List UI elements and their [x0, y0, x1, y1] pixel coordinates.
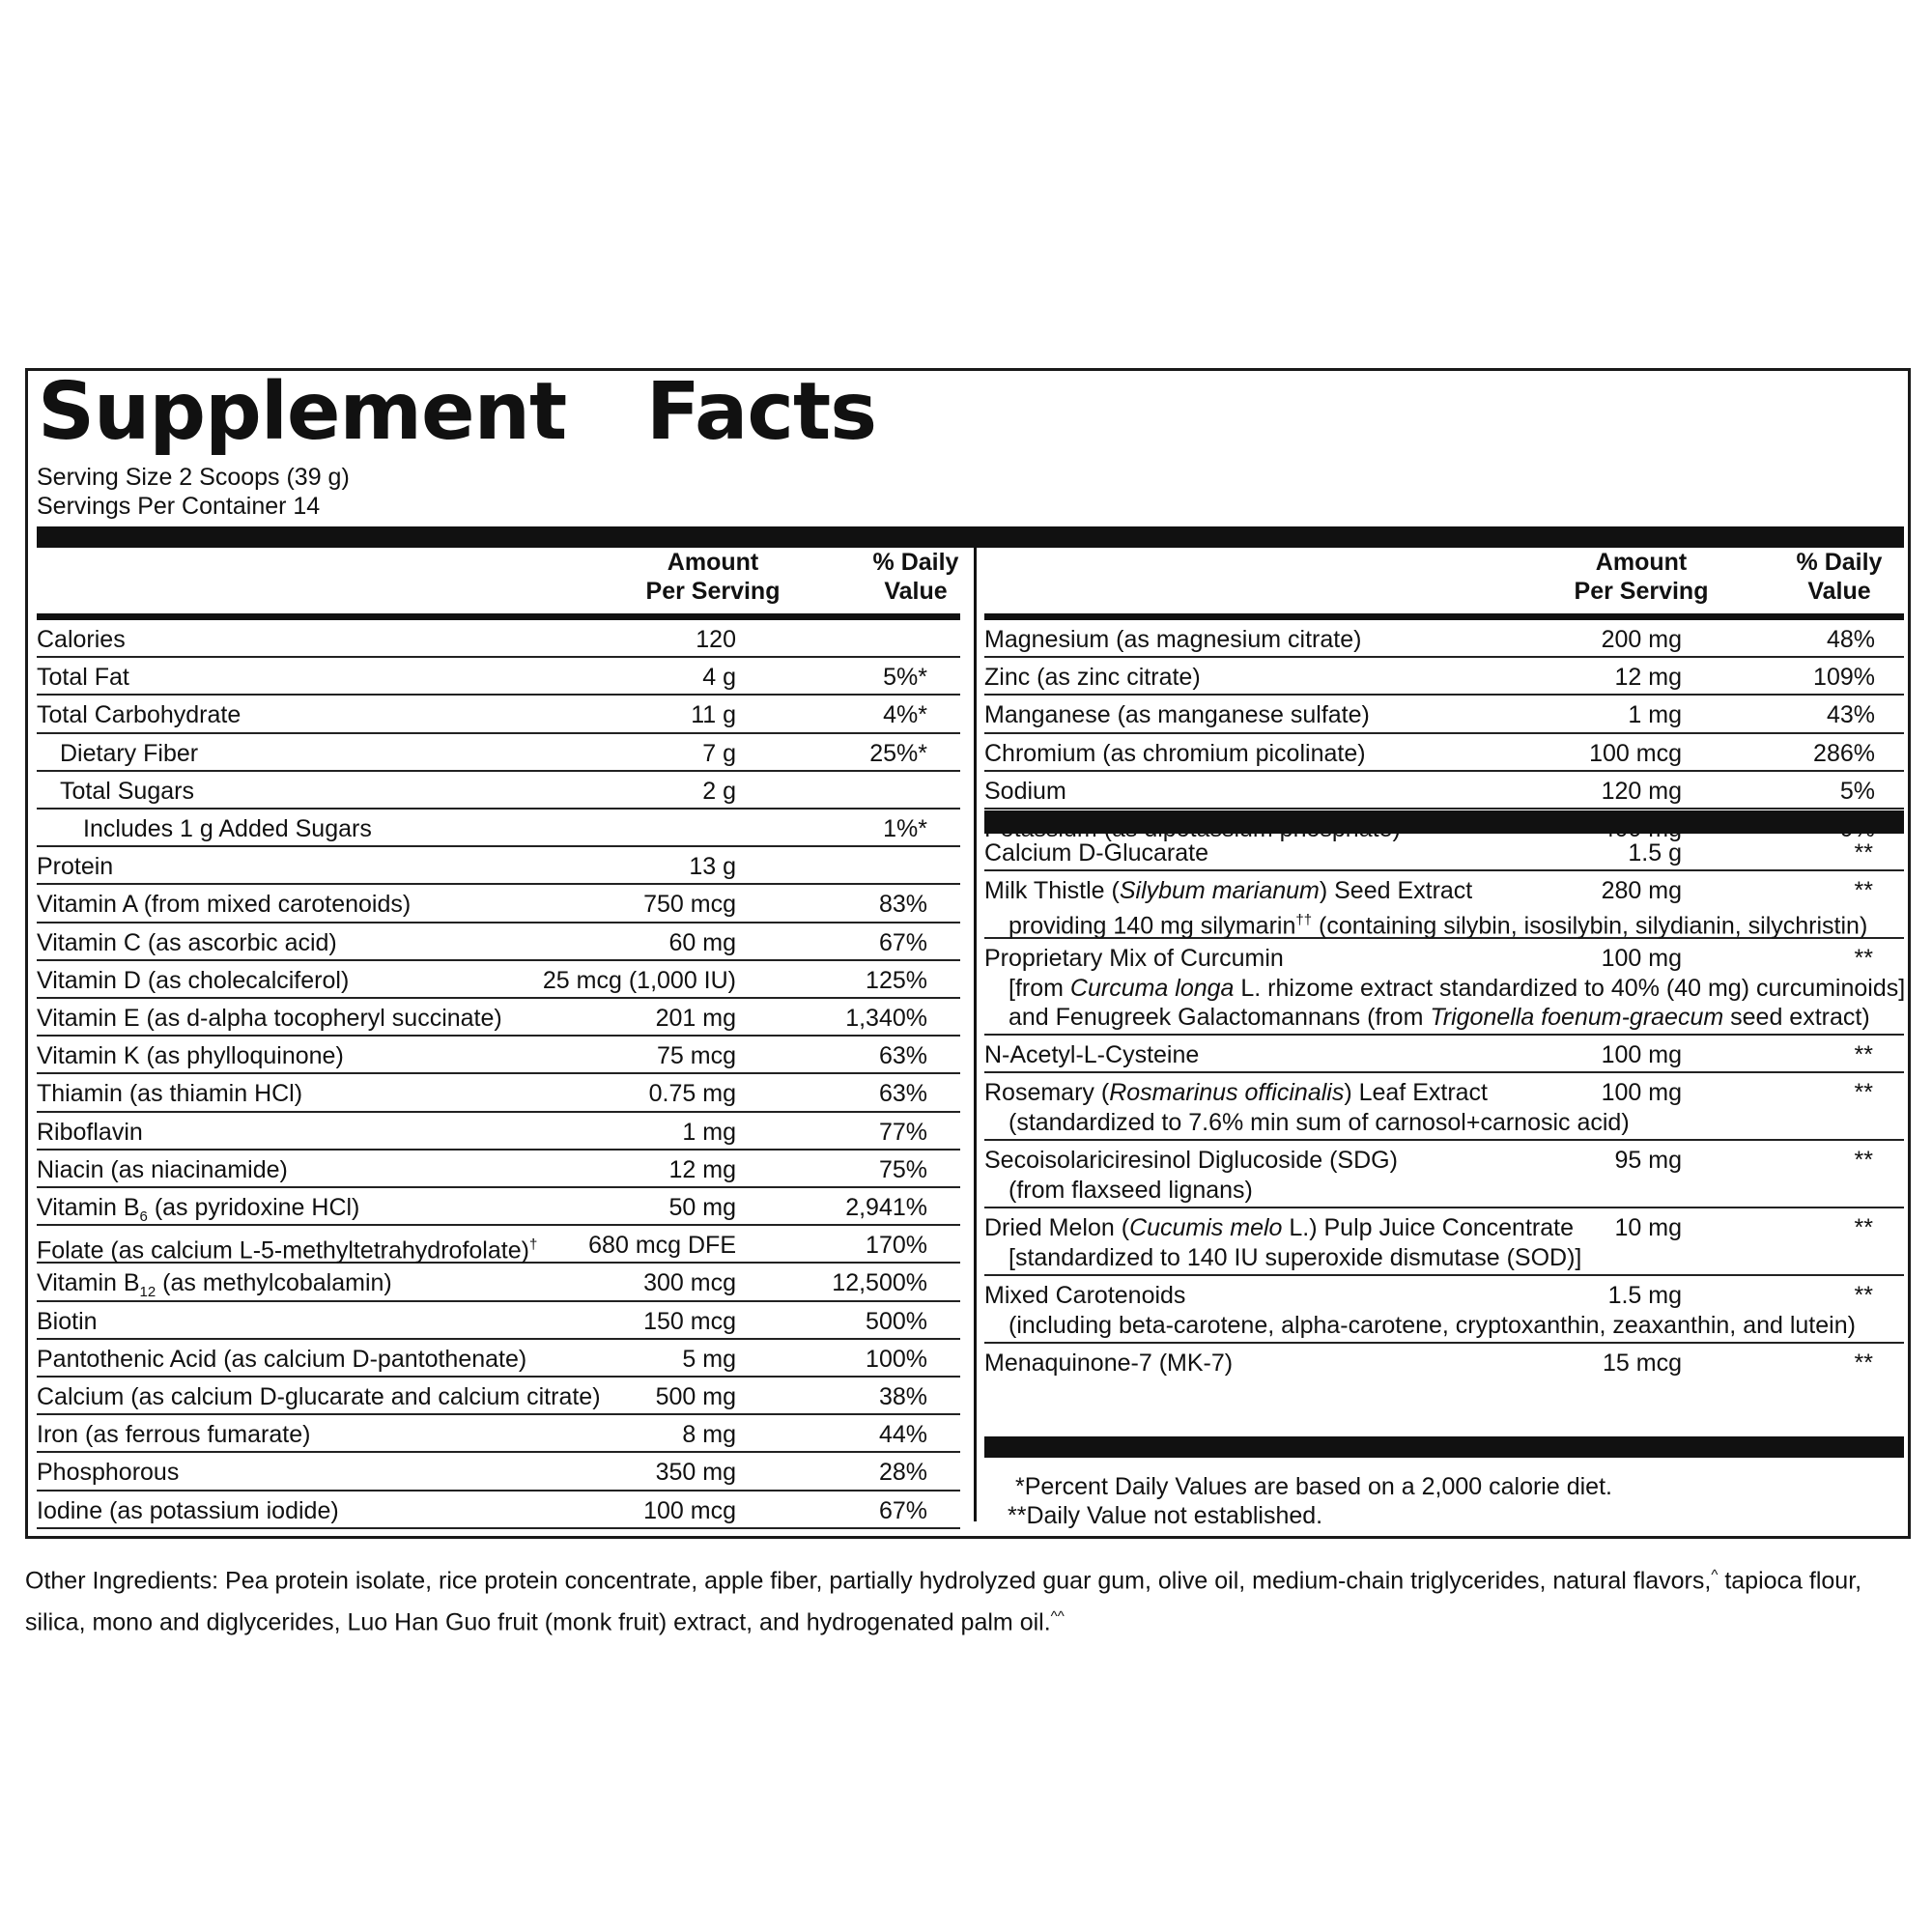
ingredient-name: N-Acetyl-L-Cysteine	[984, 1041, 1200, 1068]
daily-value: 67%	[878, 1496, 927, 1524]
daily-value: 25%*	[869, 739, 927, 767]
detail-part: L. rhizome extract standardized to 40% (40 mg) curcuminoids]	[1234, 975, 1906, 1002]
table-row	[37, 810, 960, 847]
daily-value: 38%	[878, 1383, 927, 1410]
daily-value: 4%*	[883, 701, 927, 729]
nutrient-name: Vitamin C (as ascorbic acid)	[37, 928, 337, 956]
amount-per-serving: 100 mcg	[1589, 739, 1682, 767]
name-part: (as methylcobalamin)	[156, 1269, 392, 1297]
nutrient-name: Manganese (as manganese sulfate)	[984, 701, 1370, 729]
table-row	[984, 1036, 1904, 1073]
ingredient-name	[984, 1213, 1574, 1242]
table-row	[984, 871, 1904, 939]
daily-value: 75%	[878, 1155, 927, 1183]
detail-latin: Trigonella foenum-graecum	[1430, 1004, 1724, 1031]
table-row	[984, 1073, 1904, 1141]
nutrient-name	[37, 1231, 537, 1264]
daily-value: **	[1854, 839, 1873, 867]
detail-part: [from	[1009, 975, 1070, 1002]
nutrient-name: Iodine (as potassium iodide)	[37, 1496, 339, 1524]
serving-info	[37, 463, 350, 521]
daily-value: 100%	[866, 1345, 927, 1373]
amount-per-serving: 5 mg	[682, 1345, 736, 1373]
nutrient-name: Calories	[37, 626, 126, 653]
daily-value: 109%	[1813, 664, 1875, 692]
amount-per-serving: 11 g	[691, 701, 736, 729]
name-part: L.) Pulp Juice Concentrate	[1282, 1214, 1574, 1241]
table-row	[984, 658, 1904, 696]
amount-per-serving: 350 mg	[655, 1459, 736, 1487]
amount-per-serving: 13 g	[689, 853, 736, 881]
detail-superscript: ††	[1295, 912, 1313, 928]
amount-per-serving: 680 mcg DFE	[588, 1232, 736, 1260]
nutrient-name: Total Fat	[37, 664, 129, 692]
left-header-rule	[37, 613, 960, 620]
table-row	[37, 1151, 960, 1188]
left-column	[37, 548, 960, 1542]
daily-value: 1,340%	[845, 1005, 927, 1032]
amount-per-serving: 100 mg	[1601, 1079, 1682, 1106]
table-row	[37, 1453, 960, 1491]
table-row	[37, 658, 960, 696]
nutrient-name: Phosphorous	[37, 1459, 180, 1487]
nutrient-name: Pantothenic Acid (as calcium D-pantothenate)	[37, 1345, 527, 1373]
amount-per-serving: 60 mg	[668, 928, 736, 956]
nutrient-name: Magnesium (as magnesium citrate)	[984, 626, 1362, 653]
table-row	[984, 1141, 1904, 1208]
daily-value: **	[1854, 1041, 1873, 1068]
name-part: Dried Melon (	[984, 1214, 1130, 1241]
table-row	[37, 885, 960, 923]
name-latin: Silybum marianum	[1119, 877, 1320, 904]
amount-per-serving: 120 mg	[1601, 777, 1682, 805]
nutrient-name: Sodium	[984, 777, 1066, 805]
daily-value: **	[1854, 1214, 1873, 1241]
daily-value: **	[1854, 1147, 1873, 1174]
table-row	[37, 696, 960, 733]
nutrient-name: Thiamin (as thiamin HCl)	[37, 1080, 303, 1108]
table-row	[37, 847, 960, 885]
amount-per-serving: 12 mg	[668, 1155, 736, 1183]
daily-value: 2,941%	[845, 1194, 927, 1221]
daily-value: 77%	[878, 1118, 927, 1146]
amount-per-serving: 1 mg	[682, 1118, 736, 1146]
name-subscript: 6	[139, 1208, 148, 1225]
other-ingredients: Other Ingredients: Pea protein isolate, rice protein concentrate, apple fiber, partially hydrolyzed guar gum, olive oil, medium-chain triglycerides, natural flavors,^ tapioca flour, silica, mono and diglycerides, Luo Han Guo fruit (monk fruit) extract, and hydrogenated palm oil.^^	[25, 1567, 1862, 1636]
ingredient-name: Calcium D-Glucarate	[984, 839, 1209, 867]
servings-per-container: Servings Per Container 14	[37, 493, 321, 520]
ingredient-name: Menaquinone-7 (MK-7)	[984, 1350, 1234, 1377]
table-row	[37, 1188, 960, 1226]
title-word-1: Supplement	[38, 366, 567, 458]
amount-per-serving: 15 mcg	[1603, 1350, 1682, 1377]
name-part: ) Seed Extract	[1319, 877, 1473, 904]
amount-per-serving: 2 g	[702, 777, 736, 805]
ingredient-detail	[1009, 906, 1867, 940]
detail-part: seed extract)	[1723, 1004, 1870, 1031]
nutrient-name: Dietary Fiber	[60, 739, 199, 767]
column-divider	[974, 526, 977, 1521]
ingredient-name	[984, 876, 1472, 905]
amount-per-serving: 7 g	[702, 739, 736, 767]
table-row	[37, 1378, 960, 1415]
amount-per-serving: 100 mg	[1601, 1041, 1682, 1068]
amount-per-serving: 200 mg	[1601, 626, 1682, 653]
daily-value: 5%	[1839, 777, 1875, 805]
right-column	[984, 548, 1904, 1542]
daily-value: 67%	[878, 928, 927, 956]
daily-value: 12,500%	[832, 1269, 927, 1297]
amount-per-serving: 500 mg	[655, 1383, 736, 1410]
daily-value: 28%	[878, 1459, 927, 1487]
daily-value: **	[1854, 1350, 1873, 1377]
footnote-dv-not-established: **Daily Value not established.	[1008, 1502, 1323, 1529]
nutrient-name: Protein	[37, 853, 114, 881]
nutrient-name: Total Carbohydrate	[37, 701, 242, 729]
daily-value: 44%	[878, 1421, 927, 1449]
table-row	[984, 939, 1904, 1036]
left-dv-header: % Daily Value	[872, 549, 959, 605]
name-latin: Cucumis melo	[1129, 1214, 1283, 1241]
name-part: Folate (as calcium L-5-methyltetrahydrofolate)	[37, 1236, 529, 1264]
amount-per-serving: 4 g	[702, 664, 736, 692]
nutrient-name: Niacin (as niacinamide)	[37, 1155, 288, 1183]
nutrient-name: Vitamin A (from mixed carotenoids)	[37, 891, 412, 919]
detail-part: providing 140 mg silymarin	[1009, 912, 1296, 940]
amount-per-serving: 0.75 mg	[648, 1080, 736, 1108]
ingredient-detail	[1009, 974, 1905, 1003]
left-amount-header: Amount Per Serving	[645, 549, 781, 605]
nutrient-name: Calcium (as calcium D-glucarate and calcium citrate)	[37, 1383, 601, 1410]
title-word-2: Facts	[645, 366, 877, 458]
ingredient-detail	[1009, 1003, 1870, 1032]
name-part: Vitamin B	[37, 1269, 140, 1297]
table-row	[984, 1344, 1904, 1388]
serving-size: Serving Size 2 Scoops (39 g)	[37, 464, 350, 491]
table-row	[37, 1113, 960, 1151]
amount-per-serving: 1.5 mg	[1607, 1282, 1682, 1309]
daily-value: 1%*	[883, 815, 927, 842]
ingredient-name: Secoisolariciresinol Diglucoside (SDG)	[984, 1147, 1398, 1174]
amount-per-serving: 300 mcg	[643, 1269, 736, 1297]
amount-per-serving: 1.5 g	[1628, 839, 1682, 867]
name-superscript: †	[528, 1236, 538, 1254]
table-row	[984, 734, 1904, 772]
nutrient-name: Vitamin D (as cholecalciferol)	[37, 966, 350, 994]
nutrient-name: Includes 1 g Added Sugars	[83, 815, 372, 842]
amount-per-serving: 280 mg	[1601, 877, 1682, 904]
daily-value: 170%	[866, 1232, 927, 1260]
table-row	[37, 961, 960, 999]
detail-part: (containing silybin, isosilybin, silydianin, silychristin)	[1312, 912, 1868, 940]
table-row	[37, 734, 960, 772]
amount-per-serving: 10 mg	[1614, 1214, 1682, 1241]
name-latin: Rosmarinus officinalis	[1109, 1079, 1345, 1106]
name-subscript: 12	[139, 1284, 156, 1301]
amount-per-serving: 201 mg	[655, 1005, 736, 1032]
table-row	[37, 620, 960, 658]
daily-value: 83%	[878, 891, 927, 919]
ingredient-name: Mixed Carotenoids	[984, 1282, 1186, 1309]
amount-per-serving: 25 mcg (1,000 IU)	[542, 966, 736, 994]
table-row	[37, 923, 960, 961]
right-middle-bar	[984, 810, 1904, 834]
footnote-percent-dv: *Percent Daily Values are based on a 2,000 calorie diet.	[1015, 1473, 1612, 1500]
ingredient-name	[984, 1078, 1488, 1107]
nutrient-name: Total Sugars	[60, 777, 194, 805]
amount-per-serving: 95 mg	[1614, 1147, 1682, 1174]
amount-per-serving: 8 mg	[682, 1421, 736, 1449]
amount-per-serving: 150 mcg	[643, 1307, 736, 1335]
table-row	[37, 999, 960, 1037]
ingredient-name: Proprietary Mix of Curcumin	[984, 945, 1284, 972]
nutrient-name: Zinc (as zinc citrate)	[984, 664, 1201, 692]
table-row	[984, 1276, 1904, 1344]
ingredient-detail: (including beta-carotene, alpha-carotene, cryptoxanthin, zeaxanthin, and lutein)	[1009, 1312, 1856, 1339]
supplement-facts-panel	[25, 368, 1911, 1539]
nutrient-name: Vitamin K (as phylloquinone)	[37, 1042, 344, 1070]
footnotes	[1008, 1472, 1612, 1530]
amount-per-serving: 50 mg	[668, 1194, 736, 1221]
daily-value: 63%	[878, 1042, 927, 1070]
nutrient-name: Biotin	[37, 1307, 98, 1335]
name-part: Rosemary (	[984, 1079, 1110, 1106]
nutrient-name: Riboflavin	[37, 1118, 143, 1146]
name-part: (as pyridoxine HCl)	[147, 1194, 360, 1221]
right-dv-header: % Daily Value	[1796, 549, 1883, 605]
daily-value: 43%	[1826, 701, 1875, 729]
amount-per-serving: 75 mcg	[657, 1042, 736, 1070]
right-bottom-bar	[984, 1436, 1904, 1458]
ingredient-detail: [standardized to 140 IU superoxide dismutase (SOD)]	[1009, 1244, 1582, 1271]
table-row	[37, 1037, 960, 1074]
table-row	[37, 1302, 960, 1340]
table-row	[984, 772, 1904, 810]
daily-value: **	[1854, 1079, 1873, 1106]
top-thick-bar	[37, 526, 1904, 548]
table-row	[37, 1074, 960, 1112]
daily-value: 5%*	[883, 664, 927, 692]
table-row	[37, 1492, 960, 1529]
detail-latin: Curcuma longa	[1069, 975, 1235, 1002]
right-amount-header: Amount Per Serving	[1574, 549, 1709, 605]
nutrient-name: Chromium (as chromium picolinate)	[984, 739, 1366, 767]
table-row	[984, 620, 1904, 658]
ingredient-detail: (from flaxseed lignans)	[1009, 1177, 1253, 1204]
table-row	[37, 772, 960, 810]
daily-value: 48%	[1826, 626, 1875, 653]
name-part: ) Leaf Extract	[1344, 1079, 1488, 1106]
amount-per-serving: 1 mg	[1628, 701, 1682, 729]
daily-value: 286%	[1813, 739, 1875, 767]
amount-per-serving: 100 mcg	[643, 1496, 736, 1524]
nutrient-name: Vitamin E (as d-alpha tocopheryl succinate)	[37, 1005, 502, 1032]
daily-value: **	[1854, 945, 1873, 972]
panel-title	[38, 366, 877, 458]
amount-per-serving: 750 mcg	[643, 891, 736, 919]
amount-per-serving: 100 mg	[1601, 945, 1682, 972]
daily-value: 500%	[866, 1307, 927, 1335]
name-part: Milk Thistle (	[984, 877, 1120, 904]
table-row	[984, 1208, 1904, 1276]
table-row	[984, 834, 1904, 871]
nutrient-name: Iron (as ferrous fumarate)	[37, 1421, 311, 1449]
daily-value: **	[1854, 877, 1873, 904]
table-row	[984, 696, 1904, 733]
name-part: Vitamin B	[37, 1194, 140, 1221]
daily-value: **	[1854, 1282, 1873, 1309]
table-row	[37, 1264, 960, 1301]
table-row	[37, 1226, 960, 1264]
daily-value: 125%	[866, 966, 927, 994]
amount-per-serving: 120	[696, 626, 736, 653]
right-header-rule	[984, 613, 1904, 620]
amount-per-serving: 12 mg	[1614, 664, 1682, 692]
ingredient-detail: (standardized to 7.6% min sum of carnosol+carnosic acid)	[1009, 1109, 1630, 1136]
daily-value: 63%	[878, 1080, 927, 1108]
detail-part: and Fenugreek Galactomannans (from	[1009, 1004, 1431, 1031]
table-row	[37, 1415, 960, 1453]
table-row	[37, 1340, 960, 1378]
